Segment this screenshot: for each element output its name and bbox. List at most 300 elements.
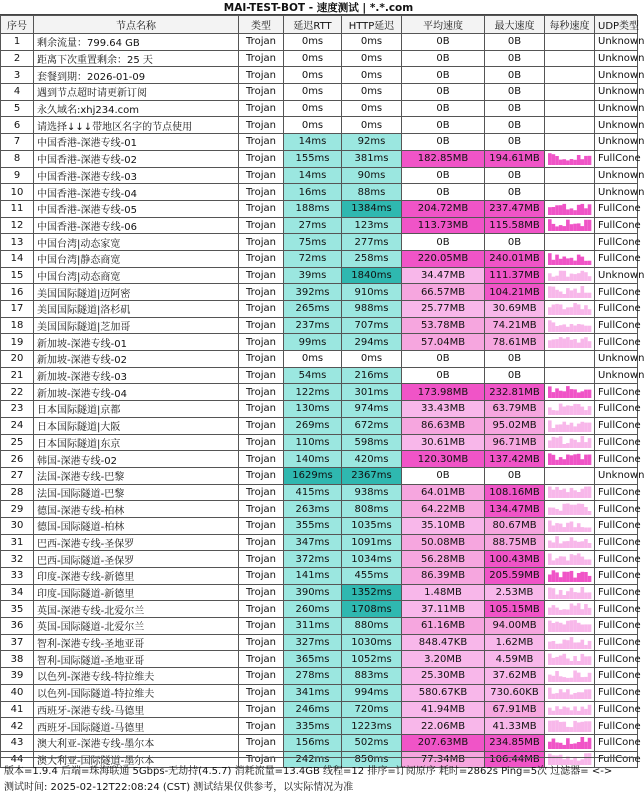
sparkline-graphic: [548, 503, 591, 515]
sparkline-bar: [555, 594, 559, 599]
max-speed: 63.79MB: [485, 401, 545, 418]
node-type: Trojan: [239, 284, 284, 301]
avg-speed: 57.04MB: [402, 334, 485, 351]
row-number: 24: [1, 417, 34, 434]
max-speed: 100.43MB: [485, 551, 545, 568]
sparkline-bar: [584, 390, 588, 398]
sparkline-bar: [581, 527, 585, 532]
table-row: [1, 84, 638, 101]
sparkline-bar: [555, 276, 559, 281]
sparkline-bar: [577, 573, 581, 582]
sparkline-bar: [573, 707, 577, 716]
http-latency: 1708ms: [342, 601, 402, 618]
table-row: [1, 467, 638, 484]
http-latency: 0ms: [342, 100, 402, 117]
row-number: 9: [1, 167, 34, 184]
sparkline-graphic: [548, 737, 591, 749]
table-row: [1, 634, 638, 651]
sparkline-graphic: [548, 436, 591, 448]
table-row: [1, 67, 638, 84]
avg-speed: 41.94MB: [402, 701, 485, 718]
http-latency: 0ms: [342, 117, 402, 134]
sparkline-graphic: [548, 703, 591, 715]
max-speed: 0B: [485, 184, 545, 201]
sparkline-bar: [555, 410, 559, 415]
sparkline-bar: [581, 722, 585, 732]
sparkline-bar: [573, 642, 577, 649]
table-row: [1, 551, 638, 568]
avg-speed: 0B: [402, 367, 485, 384]
node-type: Trojan: [239, 417, 284, 434]
sparkline-bar: [562, 639, 566, 648]
sparkline-graphic: [548, 553, 591, 565]
report-footer: [0, 757, 637, 800]
avg-speed: 50.08MB: [402, 534, 485, 551]
avg-speed: 30.61MB: [402, 434, 485, 451]
max-speed: 240.01MB: [485, 250, 545, 267]
max-speed: 0B: [485, 234, 545, 251]
row-number: 43: [1, 734, 34, 751]
avg-speed: 66.57MB: [402, 284, 485, 301]
row-number: 4: [1, 84, 34, 101]
sparkline-bar: [570, 455, 574, 465]
table-row: [1, 117, 638, 134]
per-second-sparkline: [545, 351, 595, 368]
sparkline-bar: [573, 426, 577, 432]
sparkline-bar: [577, 443, 581, 449]
sparkline-bar: [584, 644, 588, 648]
sparkline-bar: [566, 386, 570, 398]
sparkline-bar: [548, 420, 552, 432]
udp-type: Unknown: [595, 184, 638, 201]
max-speed: 41.33MB: [485, 718, 545, 735]
sparkline-bar: [552, 287, 556, 298]
sparkline-bar: [570, 307, 574, 315]
sparkline-bar: [584, 539, 588, 548]
node-type: Trojan: [239, 334, 284, 351]
sparkline-bar: [559, 722, 563, 732]
table-row: [1, 200, 638, 217]
sparkline-bar: [552, 154, 556, 165]
sparkline-graphic: [548, 720, 591, 732]
sparkline-bar: [566, 455, 570, 466]
sparkline-bar: [548, 320, 552, 332]
sparkline-bar: [548, 574, 552, 582]
sparkline-bar: [555, 707, 559, 716]
avg-speed: 580.67KB: [402, 684, 485, 701]
http-latency: 598ms: [342, 434, 402, 451]
per-second-sparkline: [545, 267, 595, 284]
table-row: [1, 718, 638, 735]
sparkline-bar: [552, 623, 556, 632]
sparkline-bar: [577, 554, 581, 566]
sparkline-bar: [559, 271, 563, 281]
per-second-sparkline: [545, 734, 595, 751]
per-second-sparkline: [545, 367, 595, 384]
sparkline-bar: [573, 721, 577, 732]
row-number: 2: [1, 50, 34, 67]
table-row: [1, 50, 638, 67]
sparkline-bar: [548, 641, 552, 648]
sparkline-bar: [559, 577, 563, 582]
node-name: 巴西-深港专线-圣保罗: [34, 534, 239, 551]
sparkline-graphic: [548, 536, 591, 548]
udp-type: FullCone: [595, 301, 638, 318]
sparkline-bar: [566, 443, 570, 448]
sparkline-bar: [566, 277, 570, 281]
sparkline-graphic: [548, 420, 591, 432]
node-name: 巴西-国际隧道-圣保罗: [34, 551, 239, 568]
table-row: [1, 301, 638, 318]
sparkline-graphic: [548, 336, 591, 348]
sparkline-bar: [584, 677, 588, 682]
sparkline-bar: [588, 673, 592, 682]
max-speed: 1.62MB: [485, 634, 545, 651]
node-name: 英国-深港专线-北爱尔兰: [34, 601, 239, 618]
row-number: 31: [1, 534, 34, 551]
sparkline-bar: [548, 274, 552, 282]
udp-type: FullCone: [595, 434, 638, 451]
sparkline-bar: [584, 527, 588, 532]
node-type: Trojan: [239, 434, 284, 451]
sparkline-bar: [581, 421, 585, 431]
row-number: 21: [1, 367, 34, 384]
max-speed: 0B: [485, 367, 545, 384]
sparkline-bar: [548, 441, 552, 449]
node-name: 英国-国际隧道-北爱尔兰: [34, 618, 239, 635]
row-number: 39: [1, 668, 34, 685]
udp-type: FullCone: [595, 417, 638, 434]
rtt-value: 237ms: [284, 317, 342, 334]
avg-speed: 77.34MB: [402, 751, 485, 768]
node-name: 韩国-深港专线-02: [34, 451, 239, 468]
sparkline-bar: [573, 620, 577, 632]
udp-type: FullCone: [595, 634, 638, 651]
rtt-value: 265ms: [284, 301, 342, 318]
sparkline-bar: [566, 209, 570, 215]
node-type: Trojan: [239, 384, 284, 401]
sparkline-bar: [584, 592, 588, 599]
node-type: Trojan: [239, 100, 284, 117]
rtt-value: 156ms: [284, 734, 342, 751]
sparkline-bar: [559, 457, 563, 465]
table-row: [1, 501, 638, 518]
sparkline-bar: [555, 487, 559, 498]
sparkline-bar: [577, 592, 581, 598]
sparkline-graphic: [548, 219, 591, 231]
http-latency: 258ms: [342, 250, 402, 267]
sparkline-bar: [584, 721, 588, 732]
node-name: 澳大利亚-国际隧道-墨尔本: [34, 751, 239, 768]
sparkline-bar: [555, 227, 559, 232]
sparkline-bar: [570, 291, 574, 299]
sparkline-bar: [552, 207, 556, 215]
sparkline-bar: [570, 208, 574, 215]
sparkline-bar: [566, 621, 570, 632]
sparkline-bar: [566, 572, 570, 582]
node-name: 中国台湾|静态商宽: [34, 250, 239, 267]
sparkline-bar: [573, 440, 577, 448]
avg-speed: 207.63MB: [402, 734, 485, 751]
udp-type: Unknown: [595, 84, 638, 101]
table-row: [1, 150, 638, 167]
sparkline-bar: [577, 722, 581, 732]
row-number: 15: [1, 267, 34, 284]
table-row: [1, 451, 638, 468]
udp-type: Unknown: [595, 367, 638, 384]
sparkline-bar: [573, 693, 577, 699]
http-latency: 1035ms: [342, 517, 402, 534]
table-row: [1, 367, 638, 384]
node-type: Trojan: [239, 351, 284, 368]
sparkline-bar: [588, 293, 592, 298]
node-name: 中国香港-深港专线-01: [34, 134, 239, 151]
max-speed: 0B: [485, 117, 545, 134]
sparkline-bar: [573, 541, 577, 548]
sparkline-bar: [562, 707, 566, 716]
sparkline-bar: [581, 204, 585, 215]
rtt-value: 0ms: [284, 67, 342, 84]
results-body: [1, 34, 644, 768]
sparkline-bar: [562, 324, 566, 332]
sparkline-bar: [581, 392, 585, 399]
http-latency: 0ms: [342, 50, 402, 67]
node-type: Trojan: [239, 184, 284, 201]
sparkline-bar: [548, 253, 552, 265]
sparkline-bar: [570, 744, 574, 749]
http-latency: 808ms: [342, 501, 402, 518]
udp-type: FullCone: [595, 551, 638, 568]
sparkline-bar: [566, 405, 570, 415]
per-second-sparkline: [545, 117, 595, 134]
max-speed: 0B: [485, 67, 545, 84]
rtt-value: 75ms: [284, 234, 342, 251]
table-row: [1, 584, 638, 601]
node-type: Trojan: [239, 501, 284, 518]
sparkline-bar: [584, 560, 588, 566]
node-type: Trojan: [239, 734, 284, 751]
udp-type: FullCone: [595, 584, 638, 601]
node-name: 美国国际隧道|迈阿密: [34, 284, 239, 301]
col-avg: 平均速度: [402, 16, 485, 34]
node-name: 请选择↓↓↓带地区名字的节点使用: [34, 117, 239, 134]
per-second-sparkline: [545, 334, 595, 351]
sparkline-bar: [559, 159, 563, 164]
node-type: Trojan: [239, 317, 284, 334]
http-latency: 0ms: [342, 351, 402, 368]
sparkline-bar: [573, 303, 577, 315]
avg-speed: 848.47KB: [402, 634, 485, 651]
sparkline-bar: [570, 439, 574, 449]
avg-speed: 113.73MB: [402, 217, 485, 234]
max-speed: 137.42MB: [485, 451, 545, 468]
node-name: 印度-深港专线-新德里: [34, 568, 239, 585]
udp-type: FullCone: [595, 284, 638, 301]
sparkline-bar: [570, 727, 574, 732]
sparkline-bar: [577, 623, 581, 632]
sparkline-bar: [559, 676, 563, 682]
node-type: Trojan: [239, 84, 284, 101]
sparkline-bar: [555, 326, 559, 332]
rtt-value: 311ms: [284, 618, 342, 635]
sparkline-bar: [588, 390, 592, 398]
sparkline-bar: [581, 309, 585, 315]
node-type: Trojan: [239, 50, 284, 67]
rtt-value: 335ms: [284, 718, 342, 735]
http-latency: 0ms: [342, 84, 402, 101]
sparkline-bar: [577, 492, 581, 498]
udp-type: Unknown: [595, 100, 638, 117]
sparkline-graphic: [548, 587, 591, 599]
avg-speed: 0B: [402, 50, 485, 67]
rtt-value: 269ms: [284, 417, 342, 434]
max-speed: 0B: [485, 100, 545, 117]
report-title: MAI-TEST-BOT - 速度测试 | *.*.com: [0, 0, 637, 15]
per-second-sparkline: [545, 100, 595, 117]
udp-type: FullCone: [595, 317, 638, 334]
sparkline-bar: [566, 689, 570, 699]
rtt-value: 14ms: [284, 167, 342, 184]
footer-line-1: 版本=1.9.4 后端=珠海联通 5Gbps-无劫持(4.5.7) 消耗流量=13.4GB 线程=12 排序=订阅原序 耗时=2862s Ping=5次 过滤器= <->: [4, 766, 613, 777]
sparkline-bar: [552, 658, 556, 665]
per-second-sparkline: [545, 167, 595, 184]
max-speed: 232.81MB: [485, 384, 545, 401]
per-second-sparkline: [545, 634, 595, 651]
avg-speed: 204.72MB: [402, 200, 485, 217]
sparkline-bar: [548, 554, 552, 566]
max-speed: 104.21MB: [485, 284, 545, 301]
rtt-value: 141ms: [284, 568, 342, 585]
udp-type: FullCone: [595, 618, 638, 635]
sparkline-bar: [566, 542, 570, 549]
rtt-value: 260ms: [284, 601, 342, 618]
avg-speed: 61.16MB: [402, 618, 485, 635]
http-latency: 88ms: [342, 184, 402, 201]
max-speed: 74.21MB: [485, 317, 545, 334]
row-number: 26: [1, 451, 34, 468]
max-speed: 0B: [485, 134, 545, 151]
sparkline-bar: [555, 643, 559, 648]
sparkline-bar: [566, 523, 570, 532]
table-row: [1, 317, 638, 334]
per-second-sparkline: [545, 601, 595, 618]
sparkline-bar: [573, 210, 577, 215]
udp-type: FullCone: [595, 384, 638, 401]
per-second-sparkline: [545, 34, 595, 51]
node-name: 中国香港-深港专线-04: [34, 184, 239, 201]
sparkline-bar: [552, 641, 556, 649]
sparkline-bar: [559, 226, 563, 232]
sparkline-bar: [552, 490, 556, 498]
sparkline-bar: [588, 277, 592, 282]
sparkline-bar: [562, 392, 566, 399]
sparkline-bar: [588, 738, 592, 749]
node-type: Trojan: [239, 267, 284, 284]
http-latency: 883ms: [342, 668, 402, 685]
table-row: [1, 217, 638, 234]
sparkline-bar: [584, 709, 588, 715]
sparkline-bar: [577, 523, 581, 532]
udp-type: FullCone: [595, 534, 638, 551]
sparkline-bar: [562, 624, 566, 632]
node-type: Trojan: [239, 401, 284, 418]
http-latency: 1052ms: [342, 651, 402, 668]
sparkline-bar: [552, 693, 556, 698]
rtt-value: 246ms: [284, 701, 342, 718]
sparkline-bar: [566, 640, 570, 649]
avg-speed: 25.77MB: [402, 301, 485, 318]
rtt-value: 392ms: [284, 284, 342, 301]
node-type: Trojan: [239, 517, 284, 534]
row-number: 19: [1, 334, 34, 351]
sparkline-bar: [581, 692, 585, 699]
sparkline-bar: [566, 160, 570, 165]
sparkline-bar: [588, 260, 592, 264]
node-type: Trojan: [239, 250, 284, 267]
sparkline-bar: [573, 325, 577, 332]
sparkline-bar: [588, 576, 592, 582]
udp-type: Unknown: [595, 467, 638, 484]
udp-type: FullCone: [595, 484, 638, 501]
sparkline-bar: [562, 421, 566, 431]
sparkline-bar: [552, 721, 556, 732]
http-latency: 1091ms: [342, 534, 402, 551]
sparkline-bar: [570, 225, 574, 232]
sparkline-bar: [552, 260, 556, 265]
avg-speed: 86.39MB: [402, 568, 485, 585]
sparkline-bar: [584, 337, 588, 348]
sparkline-bar: [581, 286, 585, 298]
rtt-value: 155ms: [284, 150, 342, 167]
rtt-value: 327ms: [284, 634, 342, 651]
sparkline-bar: [573, 260, 577, 264]
sparkline-bar: [581, 542, 585, 549]
node-type: Trojan: [239, 618, 284, 635]
sparkline-bar: [552, 322, 556, 332]
sparkline-bar: [559, 205, 563, 215]
sparkline-bar: [588, 543, 592, 548]
avg-speed: 0B: [402, 84, 485, 101]
table-row: [1, 684, 638, 701]
sparkline-bar: [566, 738, 570, 749]
max-speed: 105.15MB: [485, 601, 545, 618]
rtt-value: 54ms: [284, 367, 342, 384]
sparkline-bar: [562, 227, 566, 232]
http-latency: 301ms: [342, 384, 402, 401]
sparkline-bar: [577, 742, 581, 749]
sparkline-bar: [577, 393, 581, 399]
per-second-sparkline: [545, 568, 595, 585]
sparkline-bar: [562, 339, 566, 348]
table-row: [1, 184, 638, 201]
row-number: 41: [1, 701, 34, 718]
sparkline-bar: [559, 511, 563, 515]
table-row: [1, 668, 638, 685]
udp-type: FullCone: [595, 701, 638, 718]
max-speed: 80.67MB: [485, 517, 545, 534]
footer-line-2: 测试时间: 2025-02-12T22:08:24 (CST) 测试结果仅供参考，以实际情况为准: [4, 782, 354, 793]
sparkline-bar: [577, 254, 581, 264]
node-name: 剩余流量：799.64 GB: [34, 34, 239, 51]
max-speed: 0B: [485, 84, 545, 101]
sparkline-bar: [548, 687, 552, 698]
node-type: Trojan: [239, 134, 284, 151]
col-udp: UDP类型: [595, 16, 638, 34]
node-name: 日本国际隧道|大阪: [34, 417, 239, 434]
row-number: 20: [1, 351, 34, 368]
avg-speed: 120.30MB: [402, 451, 485, 468]
node-name: 新加坡-深港专线-03: [34, 367, 239, 384]
